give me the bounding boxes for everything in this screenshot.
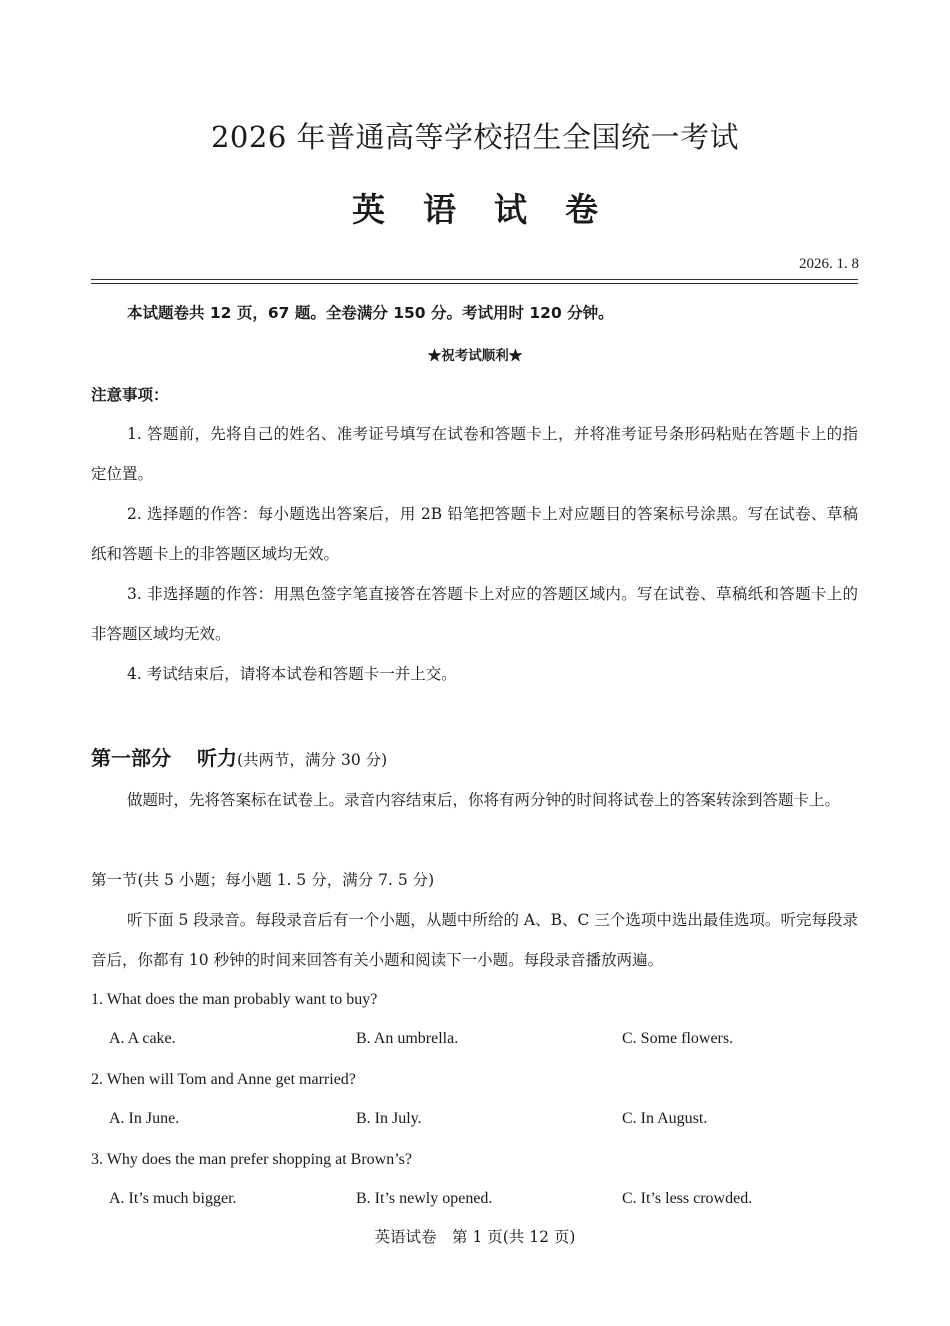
header-divider-top <box>91 279 858 280</box>
question-3-stem: 3. Why does the man prefer shopping at Brown’s? <box>91 1151 412 1168</box>
question-3-option-a: A. It’s much bigger. <box>109 1190 237 1207</box>
page-footer: 英语试卷 第 1 页(共 12 页) <box>374 1228 576 1246</box>
note-item-4: 4. 考试结束后，请将本试卷和答题卡一并上交。 <box>127 665 457 683</box>
question-1-option-a: A. A cake. <box>109 1030 176 1047</box>
question-1-stem: 1. What does the man probably want to buy? <box>91 991 378 1008</box>
exam-subject-title: 英语试卷 <box>352 190 636 229</box>
question-2-option-a: A. In June. <box>109 1110 180 1127</box>
section1-instruction: 听下面 5 段录音。每段录音后有一个小题，从题中所给的 A、B、C 三个选项中选出最佳选项。听完每段录音后，你都有 10 秒钟的时间来回答有关小题和阅读下一小题。每段录音播放两遍。 <box>91 911 858 969</box>
header-divider-bottom <box>91 283 858 284</box>
question-2-option-b: B. In July. <box>356 1110 422 1127</box>
part1-title <box>91 742 387 771</box>
question-3-option-b: B. It’s newly opened. <box>356 1190 493 1207</box>
question-1-option-b: B. An umbrella. <box>356 1030 459 1047</box>
note-item-2: 2. 选择题的作答：每小题选出答案后，用 2B 铅笔把答题卡上对应题目的答案标号涂黑。写在试卷、草稿纸和答题卡上的非答题区域均无效。 <box>91 505 858 563</box>
part1-number: 第一部分 <box>91 746 171 770</box>
part1-name: 听力 <box>197 746 237 770</box>
question-2-option-c: C. In August. <box>622 1110 708 1127</box>
question-1-option-c: C. Some flowers. <box>622 1030 734 1047</box>
question-3-option-c: C. It’s less crowded. <box>622 1190 753 1207</box>
note-item-1: 1. 答题前，先将自己的姓名、准考证号填写在试卷和答题卡上，并将准考证号条形码粘贴在答题卡上的指定位置。 <box>91 425 858 483</box>
part1-score-note: (共两节，满分 30 分) <box>237 751 388 769</box>
exam-date: 2026. 1. 8 <box>799 256 859 272</box>
section1-title: 第一节(共 5 小题；每小题 1. 5 分，满分 7. 5 分) <box>91 871 435 889</box>
good-luck-banner: ★祝考试顺利★ <box>427 348 523 364</box>
part1-instruction: 做题时，先将答案标在试卷上。录音内容结束后，你将有两分钟的时间将试卷上的答案转涂到答题卡上。 <box>127 791 841 809</box>
question-2-stem: 2. When will Tom and Anne get married? <box>91 1071 356 1088</box>
exam-info: 本试题卷共 12 页，67 题。全卷满分 150 分。考试用时 120 分钟。 <box>127 304 614 322</box>
exam-main-title: 2026 年普通高等学校招生全国统一考试 <box>210 120 740 154</box>
note-item-3: 3. 非选择题的作答：用黑色签字笔直接答在答题卡上对应的答题区域内。写在试卷、草稿纸和答题卡上的非答题区域均无效。 <box>91 585 858 643</box>
notes-heading: 注意事项： <box>91 386 169 404</box>
